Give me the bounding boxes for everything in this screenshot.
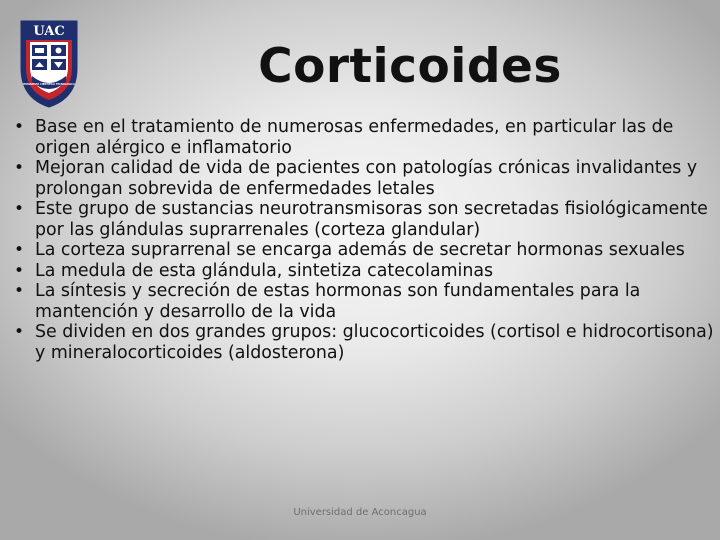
bullet-dot-icon: • bbox=[14, 199, 25, 219]
bullet-dot-icon: • bbox=[14, 322, 25, 342]
bullet-item bbox=[14, 322, 714, 363]
bullet-dot-icon: • bbox=[14, 260, 25, 281]
bullet-item bbox=[14, 158, 714, 199]
bullet-text: Este grupo de sustancias neurotransmisoras son secretadas fisiológicamente por las glándulas suprarrenales (corteza glandular) bbox=[35, 199, 708, 240]
bullet-dot-icon: • bbox=[14, 158, 25, 178]
bullet-item bbox=[14, 261, 714, 282]
bullet-item bbox=[14, 240, 714, 261]
slide-title: Corticoides bbox=[258, 39, 562, 94]
bullet-text: La medula de esta glándula, sintetiza catecolaminas bbox=[35, 260, 494, 281]
bullet-dot-icon: • bbox=[14, 281, 25, 301]
bullet-item bbox=[14, 281, 714, 322]
bullet-text: Base en el tratamiento de numerosas enfermedades, en particular las de origen alérgico e inflamatorio bbox=[35, 117, 674, 158]
logo-acronym: UAC bbox=[33, 24, 65, 39]
bullet-item bbox=[14, 199, 714, 240]
logo-ring-text: HUMANISTA CIENTIFICA TECNOLOGICA bbox=[23, 83, 75, 86]
bullet-item bbox=[14, 117, 714, 158]
bullet-text: La síntesis y secreción de estas hormonas son fundamentales para la mantención y desarrollo de la vida bbox=[35, 281, 641, 322]
bullet-dot-icon: • bbox=[14, 240, 25, 260]
university-logo bbox=[18, 18, 80, 110]
bullet-list bbox=[14, 117, 714, 363]
bullet-dot-icon: • bbox=[14, 117, 25, 137]
bullet-text: La corteza suprarrenal se encarga además de secretar hormonas sexuales bbox=[35, 240, 685, 260]
slide-footer: Universidad de Aconcagua bbox=[293, 507, 427, 518]
bullet-text: Mejoran calidad de vida de pacientes con patologías crónicas invalidantes y prolongan sobrevida de enfermedades letales bbox=[35, 158, 698, 199]
bullet-text: Se dividen en dos grandes grupos: glucocorticoides (cortisol e hidrocortisona) y mineralocorticoides (aldosterona) bbox=[35, 322, 714, 363]
